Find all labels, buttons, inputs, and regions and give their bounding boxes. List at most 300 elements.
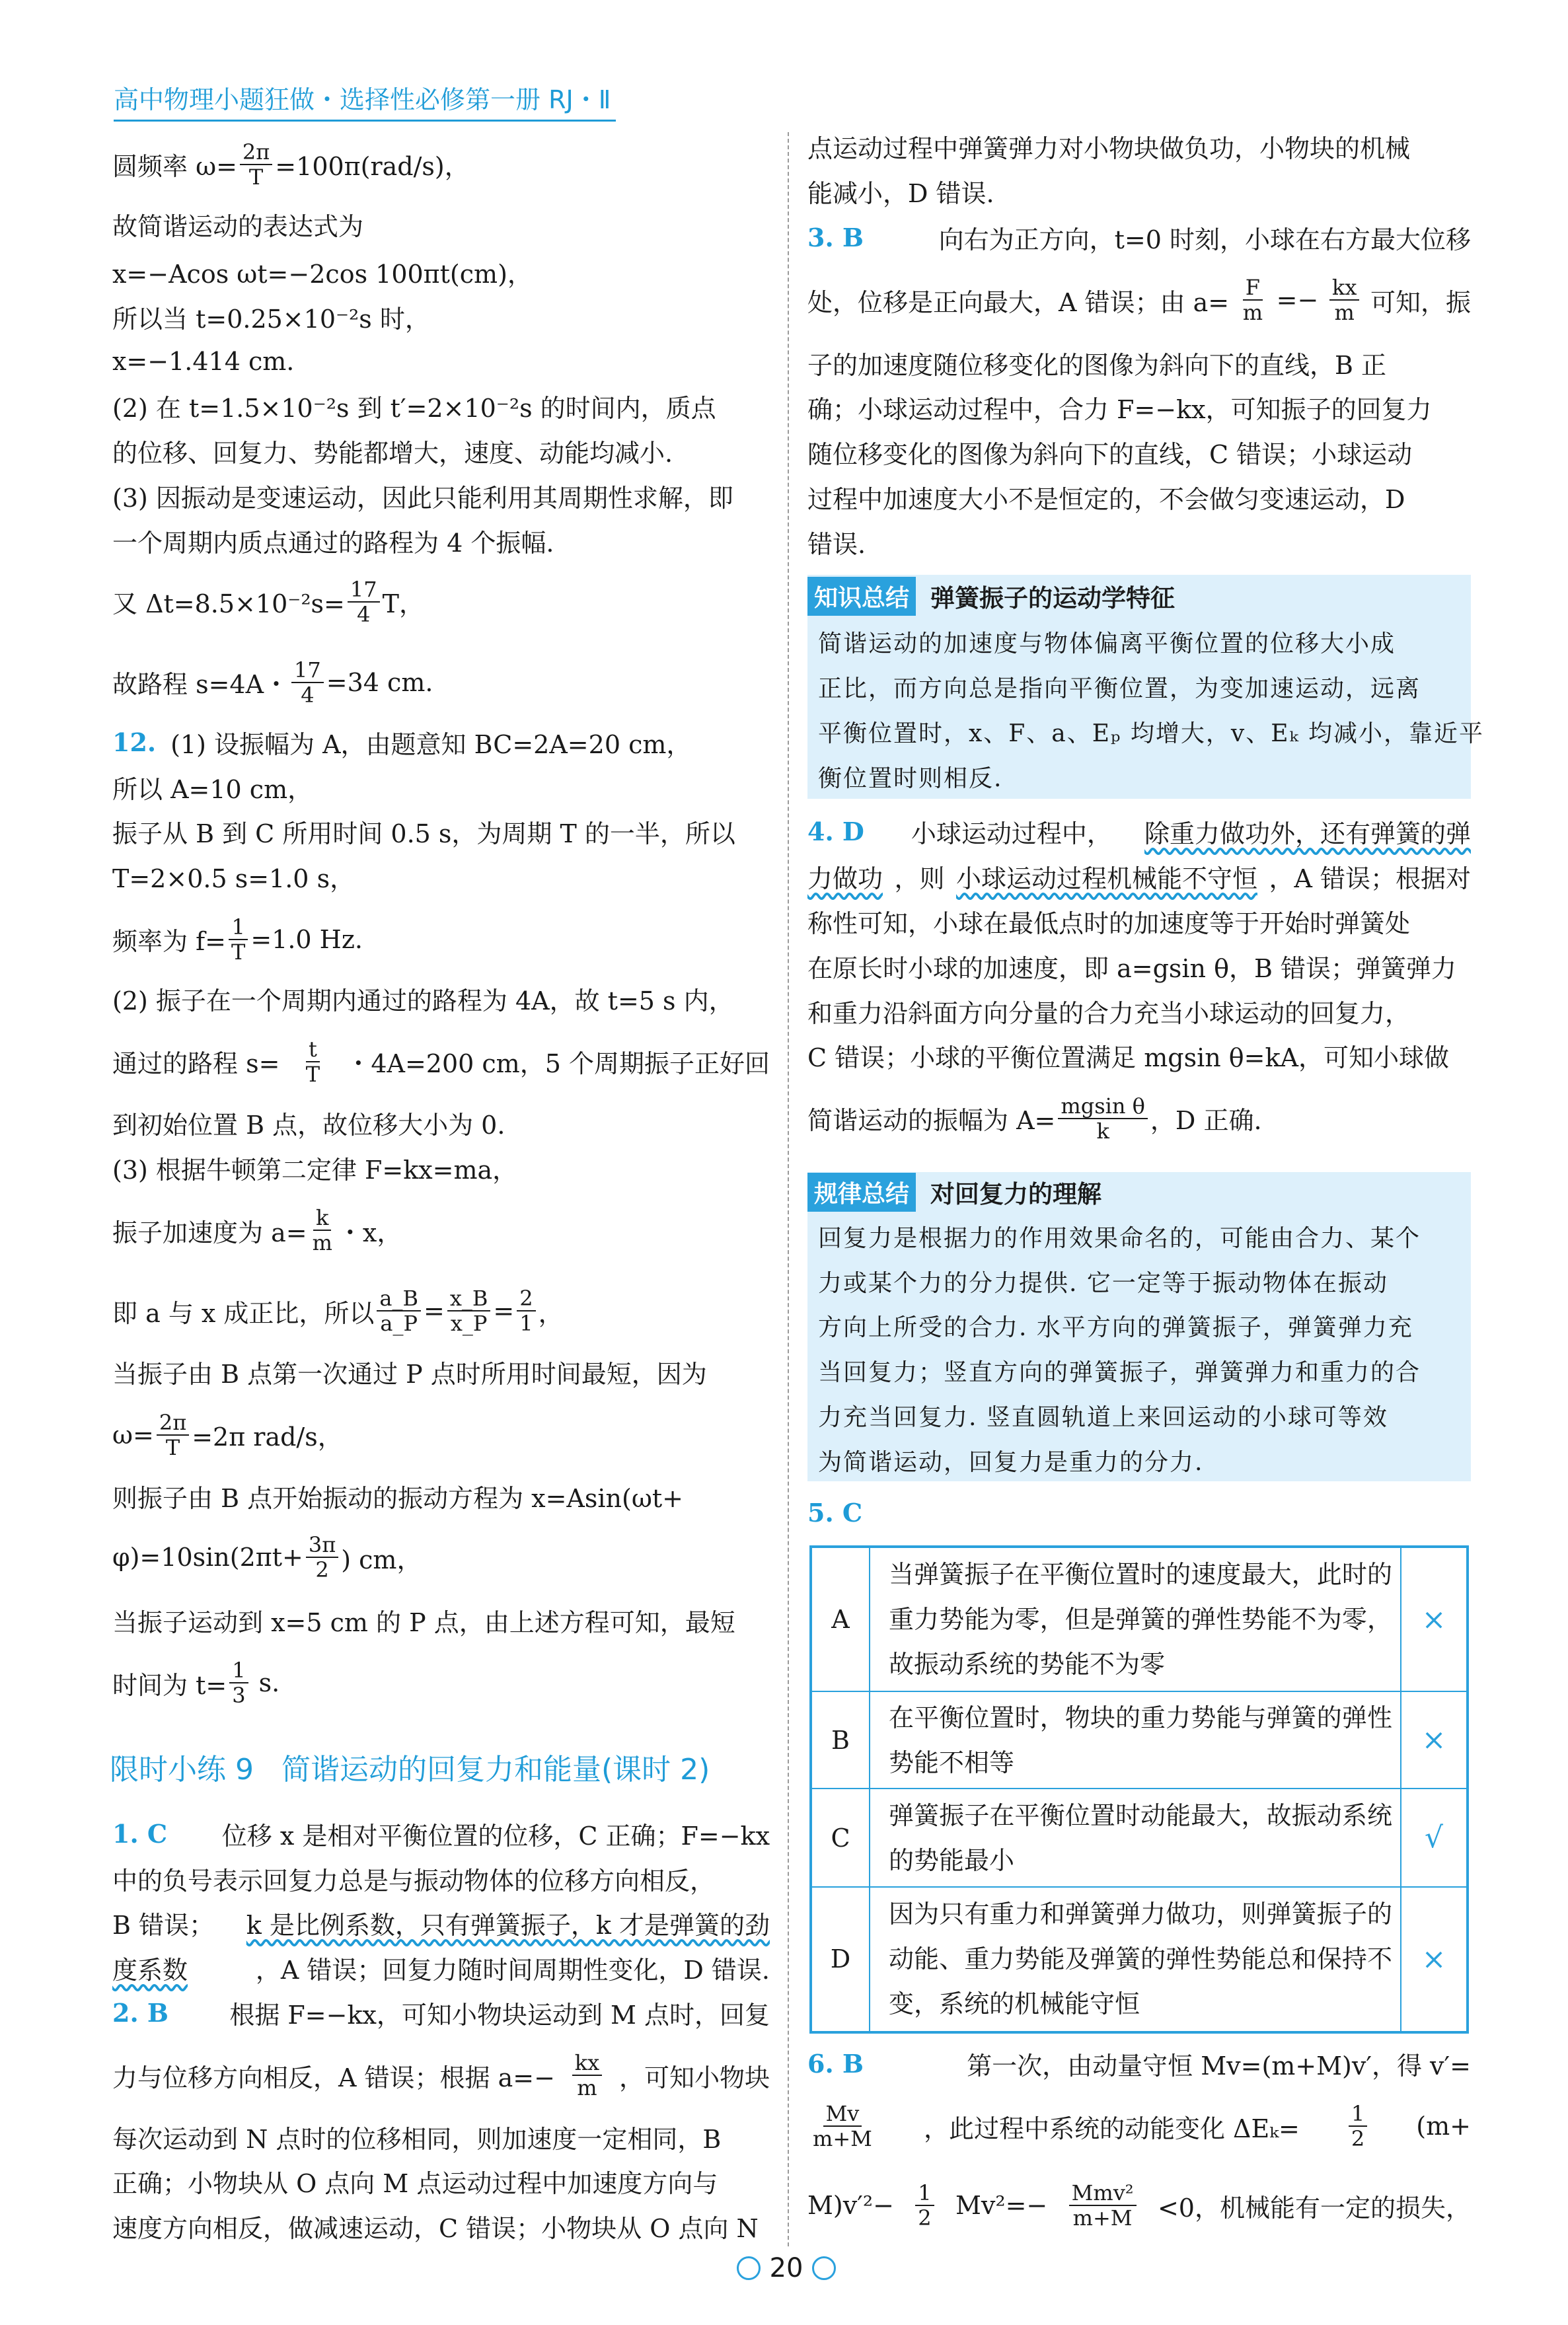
line-content: [807, 1094, 1262, 1143]
text: 衡位置时则相反.: [818, 764, 1003, 792]
line-content: [112, 2119, 770, 2155]
text: 每次运动到 N 点时的位移相同，则加速度一定相同，B: [112, 2124, 722, 2154]
option-key: C: [811, 1789, 870, 1887]
line-content: [112, 813, 770, 850]
text: 正比，而方向总是指向平衡位置，为变加速运动，远离: [818, 675, 1421, 703]
numerator: 1: [915, 2181, 934, 2206]
text: φ)=10sin(2πt+: [112, 1543, 303, 1572]
question-5-label: [807, 1490, 877, 1535]
text: 圆频率 ω=: [112, 152, 237, 182]
line-content: [807, 948, 1471, 984]
text: 回复力是根据力的作用效果命名的，可能由合力、某个: [818, 1224, 1421, 1252]
summary-title: 弹簧振子的运动学特征: [930, 584, 1176, 613]
numerator: mgsin θ: [1058, 1094, 1148, 1119]
text: 简谐运动的振幅为 A=: [807, 1106, 1056, 1136]
text-line: [112, 473, 770, 518]
fraction: [1069, 2181, 1137, 2230]
text-line: [112, 809, 770, 854]
text: 称性可知，小球在最低点时的加速度等于开始时弹簧处: [807, 908, 1411, 938]
emphasized-text: 度系数: [112, 1956, 188, 1985]
denominator: 3: [232, 1683, 246, 1709]
text: 当振子运动到 x=5 cm 的 P 点，由上述方程可知，最短: [112, 1607, 735, 1637]
text: =2π rad/s，: [192, 1422, 343, 1452]
line-content: [807, 2046, 1471, 2082]
text-line: [807, 2041, 1471, 2086]
text: 故简谐运动的表达式为: [112, 211, 364, 241]
text-line: [112, 576, 770, 627]
line-content: [112, 140, 470, 189]
text: =34 cm.: [326, 667, 433, 697]
line-content: [807, 389, 1471, 425]
text-line: [818, 1259, 1456, 1304]
denominator: a_P: [380, 1311, 418, 1337]
numerator: F: [1243, 276, 1263, 301]
line-content: [112, 2163, 770, 2199]
text: ，此过程中系统的动能变化 ΔEₖ=: [923, 2114, 1300, 2143]
line-content: [112, 1478, 770, 1514]
text: C 错误；小球的平衡位置满足 mgsin θ=kA，可知小球做: [807, 1043, 1449, 1073]
numerator: Mv: [823, 2102, 862, 2127]
line-content: [112, 254, 533, 290]
text: 第一次，由动量守恒 Mv=(m+M)v′，得 v′=: [967, 2051, 1471, 2081]
text-line: [112, 1856, 770, 1901]
line-content: [112, 388, 770, 424]
text: Mv²=−: [955, 2191, 1048, 2221]
text: =: [424, 1296, 445, 1326]
line-content: [807, 434, 1471, 470]
text-line: [112, 1811, 770, 1856]
numerator: t: [306, 1037, 320, 1062]
text: ，可知小物块: [618, 2063, 770, 2092]
text: 位移 x 是相对平衡位置的位移，C 正确；F=−kx: [221, 1821, 770, 1851]
text: 振子从 B 到 C 所用时间 0.5 s，为周期 T 的一半，所以: [112, 819, 735, 849]
numerator: 1: [229, 915, 247, 940]
text: x=−1.414 cm.: [112, 346, 295, 376]
text-line: [818, 1348, 1456, 1393]
denominator: 4: [301, 682, 315, 708]
fraction: [915, 2181, 934, 2230]
fraction: [310, 1206, 335, 1255]
running-header: 高中物理小题狂做・选择性必修第一册 RJ・Ⅱ: [114, 79, 616, 122]
text: ，A 错误；根据对: [1269, 864, 1471, 894]
denominator: T: [165, 1434, 180, 1460]
text: 当回复力；竖直方向的弹簧振子，弹簧弹力和重力的合: [818, 1359, 1421, 1387]
line-content: [112, 1950, 770, 1986]
text: 速度方向相反，做减速运动，C 错误；小物块从 O 点向 N: [112, 2214, 759, 2244]
numerator: k: [313, 1206, 331, 1231]
decorative-icon: [737, 2256, 761, 2280]
option-key: D: [811, 1887, 870, 2032]
denominator: 2: [315, 1557, 329, 1583]
fraction: [517, 1286, 535, 1335]
text: 平衡位置时，x、F、a、Eₚ 均增大，v、Eₖ 均减小，靠近平: [818, 720, 1485, 747]
page-footer: [727, 2253, 846, 2283]
text: 向右为正方向，t=0 时刻，小球在右方最大位移: [938, 225, 1471, 254]
line-content: [807, 524, 866, 560]
answer-label: 3. B: [807, 222, 864, 252]
text-line: [112, 1036, 770, 1087]
cross-icon: ×: [1401, 1547, 1468, 1691]
cross-icon: ×: [1401, 1887, 1468, 2032]
line-content: [112, 1354, 770, 1390]
numerator: 1: [1349, 2102, 1367, 2127]
line-content: [807, 128, 1471, 165]
text-line: [818, 709, 1485, 754]
text-line: [112, 1901, 770, 1946]
text: 当振子由 B 点第一次通过 P 点时所用时间最短，因为: [112, 1360, 707, 1389]
option-text: 在平衡位置时，物块的重力势能与弹簧的弹性势能不相等: [870, 1691, 1401, 1789]
text: 错误.: [807, 529, 866, 559]
text: =1.0 Hz.: [250, 924, 363, 954]
line-content: [807, 173, 994, 209]
text-line: [112, 854, 770, 899]
answer-label: 12.: [112, 727, 157, 757]
fraction: [377, 1286, 421, 1335]
denominator: m: [1242, 300, 1263, 326]
line-content: [807, 2181, 1471, 2230]
text-line: [818, 1304, 1456, 1348]
text: 子的加速度随位移变化的图像为斜向下的直线，B 正: [807, 350, 1387, 380]
text: ) cm，: [341, 1545, 422, 1574]
line-content: [112, 724, 691, 760]
text: 处，位移是正向最大，A 错误；由 a=: [807, 287, 1230, 317]
denominator: m: [1334, 300, 1355, 326]
denominator: 1: [519, 1311, 533, 1337]
denominator: T: [305, 1061, 320, 1087]
line-content: [112, 347, 294, 376]
text-line: [112, 2159, 770, 2204]
option-key: A: [811, 1547, 870, 1691]
numerator: 1: [229, 1658, 248, 1683]
answer-label: 2. B: [112, 1997, 169, 2028]
fraction: [240, 140, 272, 189]
text-line: [112, 384, 770, 429]
numerator: 17: [348, 577, 380, 603]
line-content: [807, 858, 1471, 895]
text-line: [112, 202, 770, 246]
page-number: 20: [769, 2253, 803, 2283]
text-line: [112, 139, 770, 190]
text-line: [112, 294, 770, 339]
text: 频率为 f=: [112, 927, 226, 957]
answer-label: 1. C: [112, 1818, 168, 1849]
text-line: [807, 2180, 1471, 2231]
column-divider: [788, 132, 789, 2246]
line-content: [112, 1905, 770, 1941]
check-icon: √: [1401, 1789, 1468, 1887]
rule-summary-box: [807, 1172, 1471, 1481]
text: 小球运动过程中，: [911, 819, 1112, 849]
denominator: m: [577, 2075, 597, 2101]
text: T，: [382, 589, 424, 619]
text-line: [112, 2114, 770, 2159]
line-content: [112, 1411, 343, 1459]
line-content: [112, 1861, 770, 1897]
text: 所以 A=10 cm，: [112, 774, 313, 804]
line-content: [112, 1816, 770, 1852]
text-line: [112, 1598, 770, 1642]
text-line: [112, 1286, 770, 1337]
line-content: [112, 915, 363, 964]
line-content: [112, 658, 433, 707]
fraction: [229, 915, 248, 964]
text: 又 Δt=8.5×10⁻²s=: [112, 589, 345, 619]
text-line: [807, 475, 1471, 520]
text-line: [112, 1409, 770, 1460]
text: 根据 F=−kx，可知小物块运动到 M 点时，回复: [229, 2000, 770, 2030]
fraction: [291, 658, 324, 707]
text: ，A 错误；回复力随时间周期性变化，D 错误.: [255, 1956, 770, 1985]
fraction: [348, 577, 380, 626]
line-content: [807, 1037, 1471, 1074]
text-line: [112, 2204, 770, 2249]
text-line: [112, 1990, 770, 2035]
knowledge-summary-box: [807, 575, 1485, 799]
text: 通过的路程 s=: [112, 1049, 280, 1079]
line-content: [818, 625, 1456, 659]
summary-tag: 知识总结: [807, 577, 916, 616]
text: ω=: [112, 1420, 154, 1450]
denominator: x_P: [450, 1311, 488, 1337]
text-line: [807, 168, 1471, 213]
text: 过程中加速度大小不是恒定的，不会做匀变速运动，D: [807, 485, 1405, 515]
text-line: [818, 620, 1456, 665]
option-row: [811, 1691, 1468, 1789]
answer-label: 5. C: [807, 1497, 863, 1528]
option-key: B: [811, 1691, 870, 1789]
line-content: [818, 1265, 1456, 1298]
text: 所以当 t=0.25×10⁻²s 时，: [112, 304, 430, 334]
line-content: [112, 2051, 770, 2100]
fraction: [229, 1658, 248, 1707]
text-line: [112, 977, 770, 1021]
line-content: [112, 769, 313, 805]
text: (1) 设振幅为 A，由题意知 BC=2A=20 cm，: [170, 729, 692, 759]
text: (m+: [1416, 2112, 1471, 2141]
text: 时间为 t=: [112, 1670, 227, 1700]
line-content: [807, 993, 1471, 1029]
text-line: [818, 1393, 1456, 1438]
denominator: 4: [357, 601, 371, 627]
line-content: [112, 433, 673, 469]
text: ，D 正确.: [1150, 1106, 1262, 1136]
option-row: [811, 1547, 1468, 1691]
text-line: [112, 249, 770, 294]
section-heading: 限时小练 9 简谐运动的回复力和能量(课时 2): [110, 1752, 710, 1787]
line-content: [112, 1995, 770, 2031]
line-content: [818, 1354, 1456, 1387]
text: 力或某个力的分力提供. 它一定等于振动物体在振动: [818, 1269, 1388, 1297]
line-content: [818, 760, 1002, 793]
text: 为简谐运动，回复力是重力的分力.: [818, 1448, 1204, 1476]
numerator: 17: [291, 658, 324, 683]
line-content: [818, 1444, 1203, 1477]
text-line: [807, 988, 1471, 1033]
denominator: m+M: [1072, 2205, 1133, 2231]
emphasized-text: 除重力做功外，还有弹簧的弹: [1144, 819, 1471, 849]
numerator: 2π: [157, 1411, 189, 1436]
line-content: [112, 1658, 280, 1707]
numerator: kx: [1329, 276, 1359, 301]
line-content: [818, 1309, 1456, 1343]
line-content: [112, 1105, 505, 1141]
text: (3) 因振动是变速运动，因此只能利用其周期性求解，即: [112, 483, 733, 513]
text: 振子加速度为 a=: [112, 1218, 307, 1247]
numerator: 2: [517, 1286, 535, 1311]
text-line: [807, 943, 1471, 988]
fraction: [447, 1286, 491, 1335]
text: 则振子由 B 点开始振动的振动方程为 x=Asin(ωt+: [112, 1484, 683, 1514]
line-content: [112, 523, 554, 559]
option-row: [811, 1789, 1468, 1887]
text: =−: [1276, 285, 1319, 315]
text-line: [112, 518, 770, 563]
text: =: [493, 1296, 515, 1326]
line-content: [818, 715, 1485, 749]
text: ，: [538, 1298, 564, 1328]
fraction: [810, 2102, 875, 2151]
text-line: [807, 854, 1471, 899]
option-text: 因为只有重力和弹簧弹力做功，则弹簧振子的动能、重力势能及弹簧的弹性势能总和保持不变，系统的机械能守恒: [870, 1887, 1401, 2032]
text-line: [807, 899, 1471, 943]
text-line: [112, 1532, 770, 1583]
denominator: T: [248, 164, 264, 190]
text: 确；小球运动过程中，合力 F=−kx，可知振子的回复力: [807, 395, 1432, 425]
text: x=−Acos ωt=−2cos 100πt(cm)，: [112, 259, 533, 289]
text-line: [807, 275, 1471, 326]
text: (2) 在 t=1.5×10⁻²s 到 t′=2×10⁻²s 的时间内，质点: [112, 394, 716, 424]
emphasized-text: 力做功: [807, 864, 883, 894]
text: 能减小，D 错误.: [807, 178, 994, 208]
text: ，则: [894, 864, 945, 894]
text-line: [112, 914, 770, 965]
text: 的位移、回复力、势能都增大，速度、动能均减小.: [112, 439, 673, 468]
numerator: 3π: [306, 1533, 338, 1558]
text-line: [818, 665, 1456, 710]
numerator: x_B: [447, 1286, 491, 1311]
line-content: [112, 1206, 402, 1255]
cross-icon: ×: [1401, 1691, 1468, 1789]
text: ・x，: [337, 1218, 402, 1247]
text-line: [112, 1101, 770, 1146]
option-text: 当弹簧振子在平衡位置时的速度最大，此时的重力势能为零，但是弹簧的弹性势能不为零，故振动系统的势能不为零: [870, 1547, 1401, 1691]
fraction: [1058, 1094, 1148, 1143]
text-line: [818, 754, 1456, 799]
denominator: 2: [1351, 2126, 1365, 2152]
line-content: [112, 206, 363, 242]
text: 即 a 与 x 成正比，所以: [112, 1298, 375, 1328]
text-line: [112, 1205, 770, 1256]
fraction: [303, 1037, 322, 1086]
line-content: [807, 2102, 1471, 2151]
line-content: [112, 2208, 770, 2244]
text: 点运动过程中弹簧弹力对小物块做负功，小物块的机械: [807, 133, 1411, 163]
text: 随位移变化的图像为斜向下的直线，C 错误；小球运动: [807, 440, 1413, 470]
denominator: 2: [918, 2205, 932, 2231]
text-line: [112, 720, 770, 764]
fraction: [157, 1411, 189, 1459]
line-content: [112, 1286, 564, 1335]
denominator: k: [1096, 1118, 1109, 1144]
text-line: [807, 809, 1471, 854]
line-content: [818, 1220, 1456, 1253]
text-line: [112, 1145, 770, 1190]
text: s.: [250, 1668, 280, 1698]
text: 简谐运动的加速度与物体偏离平衡位置的位移大小成: [818, 630, 1396, 658]
text: 故路程 s=4A・: [112, 670, 289, 700]
text: ・4A=200 cm，5 个周期振子正好回: [346, 1049, 770, 1079]
option-row: [811, 1887, 1468, 2032]
text-line: [112, 1474, 770, 1519]
line-content: [112, 980, 770, 1017]
text-line: [807, 2101, 1471, 2152]
line-content: [807, 219, 1471, 256]
answer-label: 4. D: [807, 817, 864, 847]
text: 中的负号表示回复力总是与振动物体的位移方向相反，: [112, 1866, 716, 1896]
denominator: m: [312, 1230, 332, 1256]
line-content: [807, 276, 1471, 324]
summary-tag: 规律总结: [807, 1173, 916, 1212]
fraction: [1329, 276, 1359, 324]
text-line: [818, 1438, 1456, 1483]
line-content: [112, 1150, 517, 1186]
text-line: [807, 124, 1471, 168]
text: <0，机械能有一定的损失，: [1157, 2193, 1471, 2223]
text-line: [112, 429, 770, 474]
line-content: [807, 479, 1471, 515]
line-content: [112, 1533, 422, 1582]
text-line: [112, 764, 770, 809]
line-content: [818, 1399, 1456, 1432]
fraction: [306, 1533, 338, 1582]
decorative-icon: [812, 2256, 836, 2280]
line-content: [112, 1037, 770, 1086]
text-line: [807, 1033, 1471, 1078]
text: 到初始位置 B 点，故位移大小为 0.: [112, 1111, 505, 1140]
line-content: [112, 577, 424, 626]
line-content: [818, 670, 1456, 704]
numerator: 2π: [240, 140, 272, 165]
text: 正确；小物块从 O 点向 M 点运动过程中加速度方向与: [112, 2169, 718, 2199]
options-table: [809, 1545, 1469, 2033]
text: 在原长时小球的加速度，即 a=gsin θ，B 错误；弹簧弹力: [807, 953, 1456, 983]
text-line: [807, 519, 1471, 564]
numerator: kx: [572, 2051, 602, 2076]
text-line: [112, 1350, 770, 1395]
line-content: [807, 345, 1471, 381]
denominator: T: [231, 939, 246, 965]
text: (2) 振子在一个周期内通过的路程为 4A，故 t=5 s 内，: [112, 986, 734, 1016]
text-line: [818, 1214, 1456, 1259]
text: 力与位移方向相反，A 错误；根据 a=−: [112, 2063, 555, 2092]
text: 一个周期内质点通过的路程为 4 个振幅.: [112, 528, 554, 558]
line-content: [807, 813, 1471, 850]
fraction: [1240, 276, 1265, 324]
text-line: [112, 1658, 770, 1709]
text: 和重力沿斜面方向分量的合力充当小球运动的回复力，: [807, 998, 1411, 1028]
line-content: [112, 299, 430, 335]
numerator: Mmv²: [1069, 2181, 1137, 2206]
text-line: [112, 2050, 770, 2101]
text: =100π(rad/s)，: [275, 152, 470, 182]
text-line: [112, 1946, 770, 1991]
line-content: [807, 903, 1471, 940]
emphasized-text: 小球运动过程机械能不守恒: [955, 864, 1257, 894]
denominator: m+M: [813, 2126, 872, 2152]
option-text: 弹簧振子在平衡位置时动能最大，故振动系统的势能最小: [870, 1789, 1401, 1887]
text: 可知，振: [1370, 287, 1471, 317]
text-line: [112, 339, 770, 384]
